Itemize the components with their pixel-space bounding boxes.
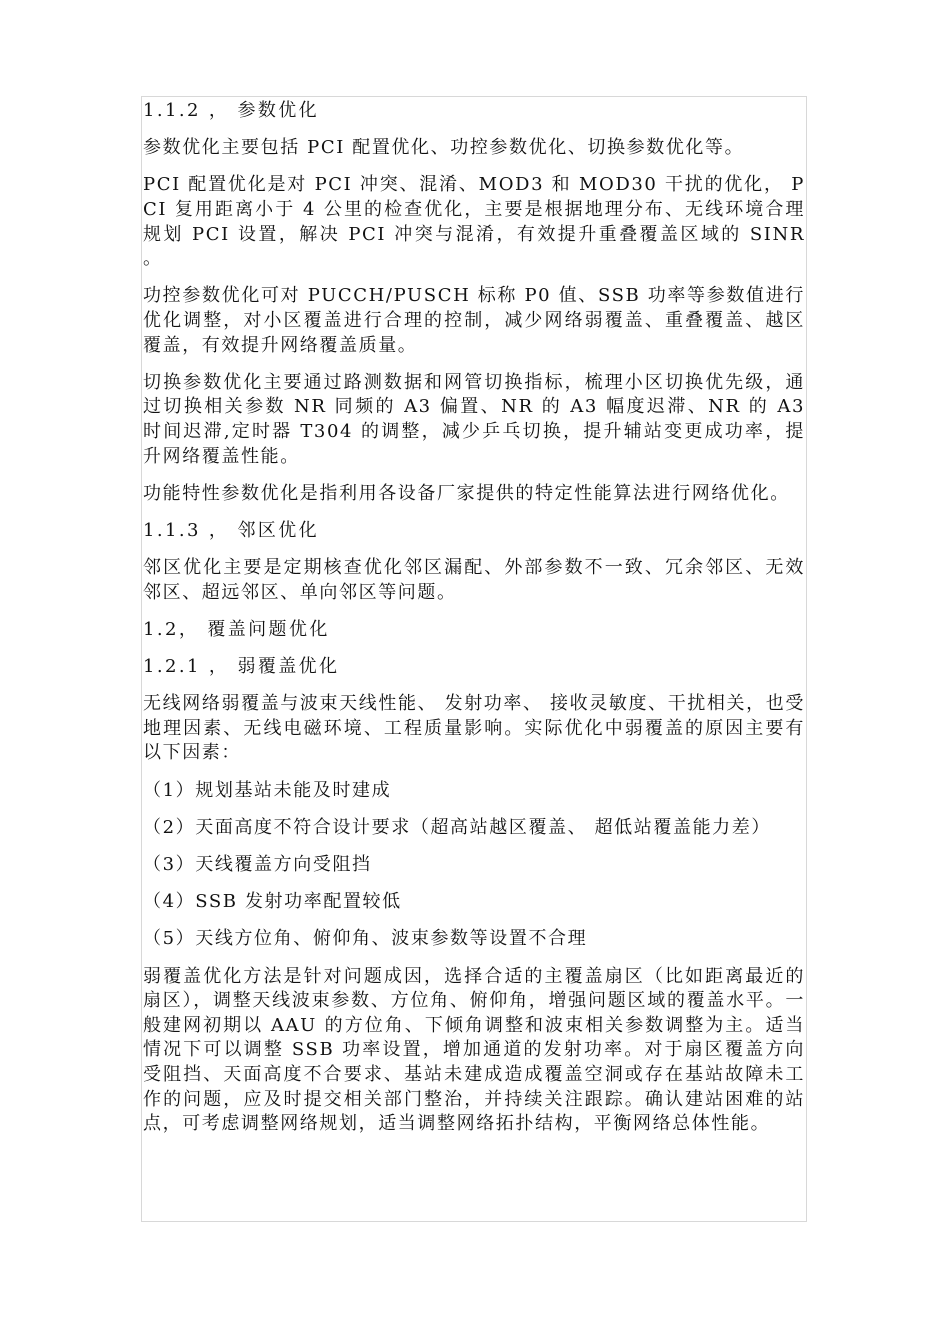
list-item-cause-1: （1）规划基站未能及时建成 — [143, 779, 392, 801]
section-heading-1-1-3: 1.1.3 ， 邻区优化 — [143, 519, 320, 541]
list-item-cause-4: （4）SSB 发射功率配置较低 — [143, 891, 402, 913]
paragraph-power-control: 功控参数优化可对 PUCCH/PUSCH 标称 P0 值、SSB 功率等参数值进行优化调整，对小区覆盖进行合理的控制，减少网络弱覆盖、重叠覆盖、越区覆盖，有效提升网络覆盖质量。 — [143, 285, 805, 356]
section-heading-1-1-2: 1.1.2 ， 参数优化 — [143, 100, 320, 121]
paragraph-pci-optimization: PCI 配置优化是对 PCI 冲突、混淆、MOD3 和 MOD30 干扰的优化， PCI 复用距离小于 4 公里的检查优化，主要是根据地理分布、无线环境合理规划 PCI 设置，解决 PCI 冲突与混淆，有效提升重叠覆盖区域的 SINR 。 — [143, 174, 805, 270]
list-item-cause-2: （2）天面高度不符合设计要求（超高站越区覆盖、 超低站覆盖能力差） — [143, 816, 771, 838]
paragraph-handover: 切换参数优化主要通过路测数据和网管切换指标，梳理小区切换优先级，通过切换相关参数 NR 同频的 A3 偏置、NR 的 A3 幅度迟滞、NR 的 A3 时间迟滞,定时器 T304 的调整，减少乒乓切换，提升辅站变更成功率，提升网络覆盖性能。 — [143, 371, 805, 467]
section-heading-1-2: 1.2， 覆盖问题优化 — [143, 618, 330, 640]
document-body — [143, 99, 805, 1149]
list-item-cause-5: （5）天线方位角、俯仰角、波束参数等设置不合理 — [143, 928, 588, 950]
section-heading-1-2-1: 1.2.1 ， 弱覆盖优化 — [143, 656, 340, 678]
paragraph-weak-coverage-method: 弱覆盖优化方法是针对问题成因，选择合适的主覆盖扇区（比如距离最近的扇区），调整天线波束参数、方位角、俯仰角，增强问题区域的覆盖水平。一般建网初期以 AAU 的方位角、下倾角调整和波束相关参数调整为主。适当情况下可以调整 SSB 功率设置，增加通道的发射功率。对于扇区覆盖方向受阻挡、天面高度不合要求、基站未建成造成覆盖空洞或存在基站故障未工作的问题，应及时提交相关部门整治，并持续关注跟踪。确认建站困难的站点，可考虑调整网络规划，适当调整网络拓扑结构，平衡网络总体性能。 — [143, 965, 805, 1135]
paragraph-weak-coverage-intro: 无线网络弱覆盖与波束天线性能、 发射功率、 接收灵敏度、干扰相关，也受地理因素、无线电磁环境、工程质量影响。实际优化中弱覆盖的原因主要有以下因素： — [143, 693, 805, 764]
list-item-cause-3: （3）天线覆盖方向受阻挡 — [143, 853, 372, 875]
paragraph-neighbor-optimization: 邻区优化主要是定期核查优化邻区漏配、外部参数不一致、冗余邻区、无效邻区、超远邻区、单向邻区等问题。 — [143, 557, 805, 603]
paragraph-feature-parameters: 功能特性参数优化是指利用各设备厂家提供的特定性能算法进行网络优化。 — [143, 482, 790, 504]
paragraph-parameter-overview: 参数优化主要包括 PCI 配置优化、功控参数优化、切换参数优化等。 — [143, 137, 745, 159]
